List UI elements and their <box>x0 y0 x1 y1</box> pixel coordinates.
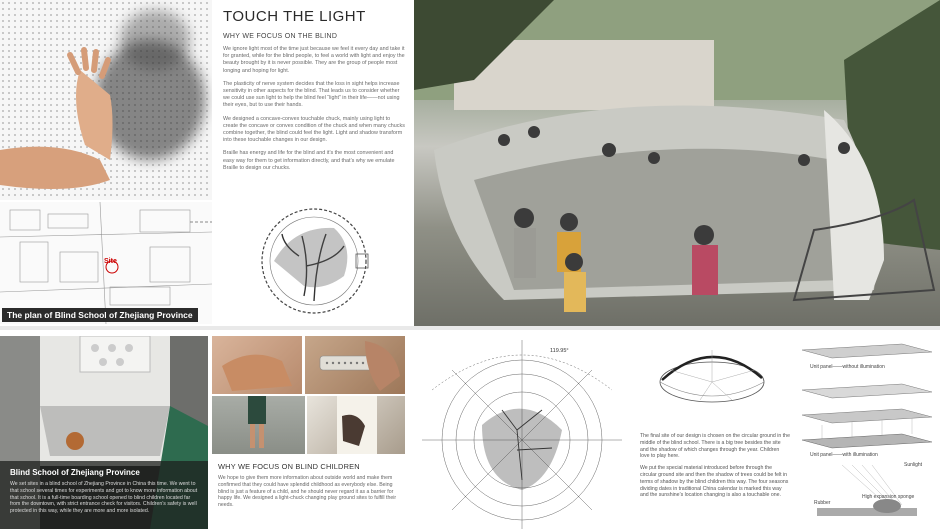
intro-text-column <box>214 0 412 326</box>
sun-path-drawing <box>412 330 638 529</box>
site-label: Site <box>104 258 117 265</box>
playground-rendering-photo <box>414 0 940 326</box>
hands-scene <box>212 336 302 394</box>
school-title: Blind School of Zhejiang Province <box>10 468 140 477</box>
child-scene <box>212 396 305 454</box>
angle-label: 119.95° <box>550 348 569 354</box>
chuck-scene <box>305 336 405 394</box>
panel-label-with: Unit panel——with illumination <box>810 452 878 458</box>
braille-chuck-photo <box>305 336 405 394</box>
sponge-label: High expansion sponge <box>862 494 915 500</box>
child-standing-photo <box>212 396 305 454</box>
intro-paragraph: Braille has energy and life for the blind and it’s the most convenient and easy way for them to get information directly, and that’s why we emulate Braille to design our chucks. <box>223 150 395 171</box>
children-title: WHY WE FOCUS ON BLIND CHILDREN <box>218 462 360 471</box>
intro-paragraph: We ignore light most of the time just because we feel it every day and take it for granted, while for the blind people, to feel a world with light and enjoy the beauty brought by it is never possible. They are the group of people most longing and hoping for light. <box>223 46 405 74</box>
plan-caption: The plan of Blind School of Zhejiang Province <box>2 308 198 322</box>
children-section <box>212 456 408 529</box>
playground-scene <box>414 0 940 326</box>
school-description: We set sites in a blind school of Zhejiang Province in China this time. We went to that school several times for experiments and got to know more information about that school. It is a full-time boarding school opened to blind children located far from the downtown, with strict entrance check for visitors. Children’s safety is well protected in this way, while they are more and more isolated. <box>10 481 198 515</box>
site-paragraph: The final site of our design is chosen on the circular ground in the middle of the blind school. There is a big tree besides the site and the shadow of which changes through the year. Children love to play here. <box>640 433 790 460</box>
sunlight-label: Sunlight <box>904 462 923 468</box>
school-hallway-photo <box>0 336 208 529</box>
intro-paragraph: The plasticity of nerve system decides that the loss in sight helps increase sensitivity in other aspects for the blind. That leads us to consider whether we could use sun light to help the blind feel “light” in their life——not using their eyes, but to use their hands. <box>223 80 400 109</box>
hands-photo <box>212 336 302 394</box>
section-subtitle: WHY WE FOCUS ON THE BLIND <box>223 33 338 40</box>
page-title: TOUCH THE LIGHT <box>223 8 366 25</box>
intro-paragraph: We designed a concave-convex touchable chuck, mainly using light to create the concave or convex condition of the chuck and when many chucks combine together, the blind could feel the light. Light and shadow transform into these touchable changes in our design. <box>223 115 405 144</box>
hand-illustration <box>0 0 212 200</box>
unit-panel-diagrams <box>792 330 940 529</box>
hand-light-photo <box>0 0 212 200</box>
site-3d-drawing <box>640 330 790 430</box>
tree-shadow-circle-diagram <box>244 206 384 326</box>
children-description: We hope to give them more information about outside world and make them confirmed that they could have splendid childhood as everybody else. Being blind is just a feature of a child, and he should never regard it as a barrier for happy life. We designed a light-chuck changing play ground sites to fulfill their needs. <box>218 475 397 509</box>
site-description <box>640 433 790 499</box>
site-paragraph: We put the special material introduced before through the circular ground site and then the shadow of trees could be felt in terms of shadow by the blind children this way. The four seasons dividing dates in traditional China calendar is marked this way and the sunshine’s location changing is also a touchable one. <box>640 465 789 499</box>
rubber-label: Rubber <box>814 500 831 506</box>
panel-label-without: Unit panel——without illumination <box>810 364 885 370</box>
site-plan <box>0 202 212 324</box>
site-3d-diagram <box>640 330 790 529</box>
column-scene <box>307 396 405 454</box>
touching-column-photo <box>307 396 405 454</box>
sun-path-diagram <box>412 330 638 529</box>
